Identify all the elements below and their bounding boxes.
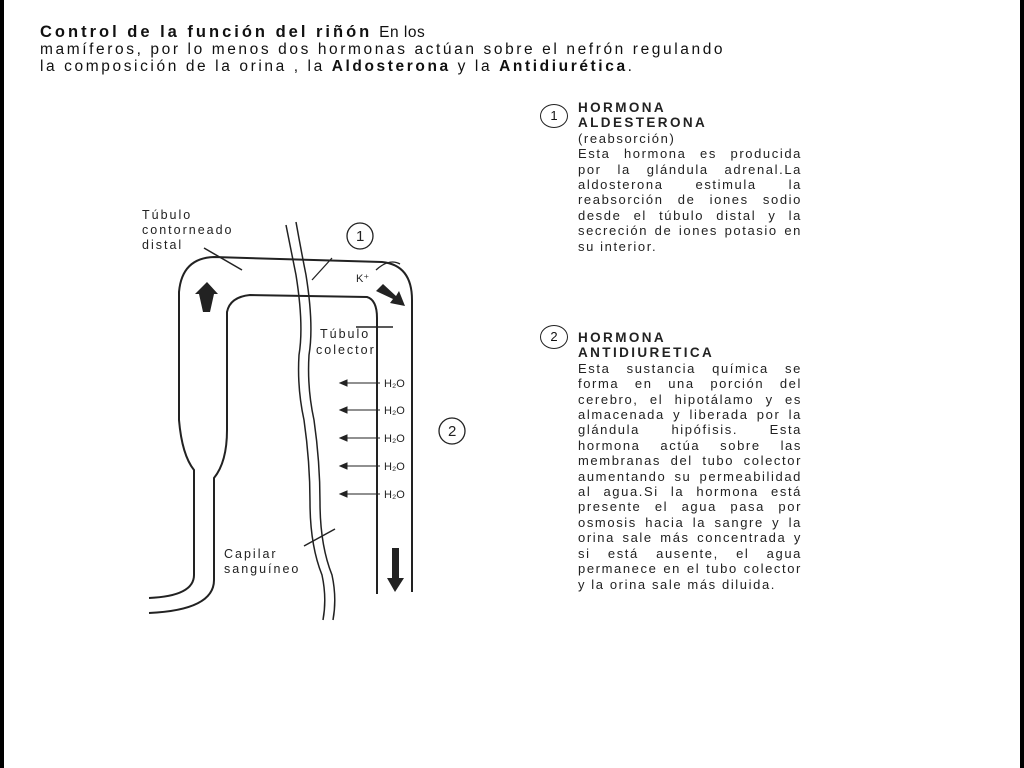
label-capillary-1: Capilar bbox=[224, 547, 278, 561]
label-distal-tubule-3: distal bbox=[142, 238, 184, 252]
water-label: H₂O bbox=[384, 461, 405, 473]
label-distal-tubule-2: contorneado bbox=[142, 223, 234, 237]
potassium-label: K⁺ bbox=[356, 273, 370, 285]
section-1-heading-1: HORMONA bbox=[578, 100, 667, 115]
section-2-heading-2: ANTIDIURETICA bbox=[578, 345, 715, 361]
intro-and: y la bbox=[457, 58, 493, 75]
distal-tubule-outer-wall bbox=[149, 257, 412, 598]
water-label: H₂O bbox=[384, 489, 405, 501]
intro-period: . bbox=[627, 58, 635, 75]
marker-2-label: 2 bbox=[448, 423, 457, 440]
leader-capillary bbox=[304, 529, 335, 546]
label-distal-tubule-1: Túbulo bbox=[142, 208, 193, 222]
section-1-subheading: (reabsorción) bbox=[578, 130, 676, 146]
hormone-aldosterona: Aldosterona bbox=[331, 58, 451, 75]
section-aldosterona bbox=[578, 100, 802, 254]
flow-arrow-down bbox=[387, 548, 404, 592]
section-2-body: Esta sustancia química se forma en una porción del cerebro, el hipotálamo y es almacenada y liberada por la glándula hipófisis. Esta hormona actúa sobre las membranas del tubo colector aumentando su permeabilidad al agua.Si la hormona está presente el agua pasa por osmosis hacia la sangre y la orina sale más concentrada y si está ausente, el agua permanece en el tubo colector y la orina sale más diluida. bbox=[578, 360, 802, 592]
flow-arrow-curve bbox=[376, 284, 405, 306]
intro-lead: En los bbox=[379, 24, 426, 41]
label-capillary-2: sanguíneo bbox=[224, 562, 301, 576]
section-1-number: 1 bbox=[540, 104, 568, 128]
water-label: H₂O bbox=[384, 433, 405, 445]
water-label: H₂O bbox=[384, 378, 405, 390]
intro-line-3-text: la composición de la orina , la bbox=[40, 58, 325, 75]
capillary-left-wall bbox=[286, 225, 325, 620]
intro-line-2: mamíferos, por lo menos dos hormonas actúan sobre el nefrón regulando bbox=[40, 41, 726, 58]
slide bbox=[4, 0, 1020, 768]
section-2-heading-1: HORMONA bbox=[578, 330, 667, 345]
marker-1-label: 1 bbox=[356, 228, 365, 245]
section-1-heading-2: ALDESTERONA bbox=[578, 115, 708, 131]
capillary-right-wall bbox=[296, 222, 335, 620]
page-title: Control de la función del riñón bbox=[40, 23, 373, 41]
section-1-body: Esta hormona es producida por la glándula adrenal.La aldosterona estimula la reabsorción de iones sodio desde el túbulo distal y la secreción de iones potasio en su interior. bbox=[578, 146, 802, 254]
hormone-antidiuretica: Antidiurética bbox=[499, 58, 628, 75]
nephron-diagram bbox=[4, 0, 1020, 768]
leader-distal bbox=[204, 248, 242, 270]
section-2-number: 2 bbox=[540, 325, 568, 349]
sodium-arrow-line bbox=[312, 258, 332, 280]
water-label: H₂O bbox=[384, 405, 405, 417]
flow-arrow-up bbox=[195, 282, 218, 312]
label-collector-tubule-1: Túbulo bbox=[320, 327, 371, 341]
label-collector-tubule-2: colector bbox=[316, 343, 376, 357]
section-antidiuretica bbox=[578, 330, 802, 592]
